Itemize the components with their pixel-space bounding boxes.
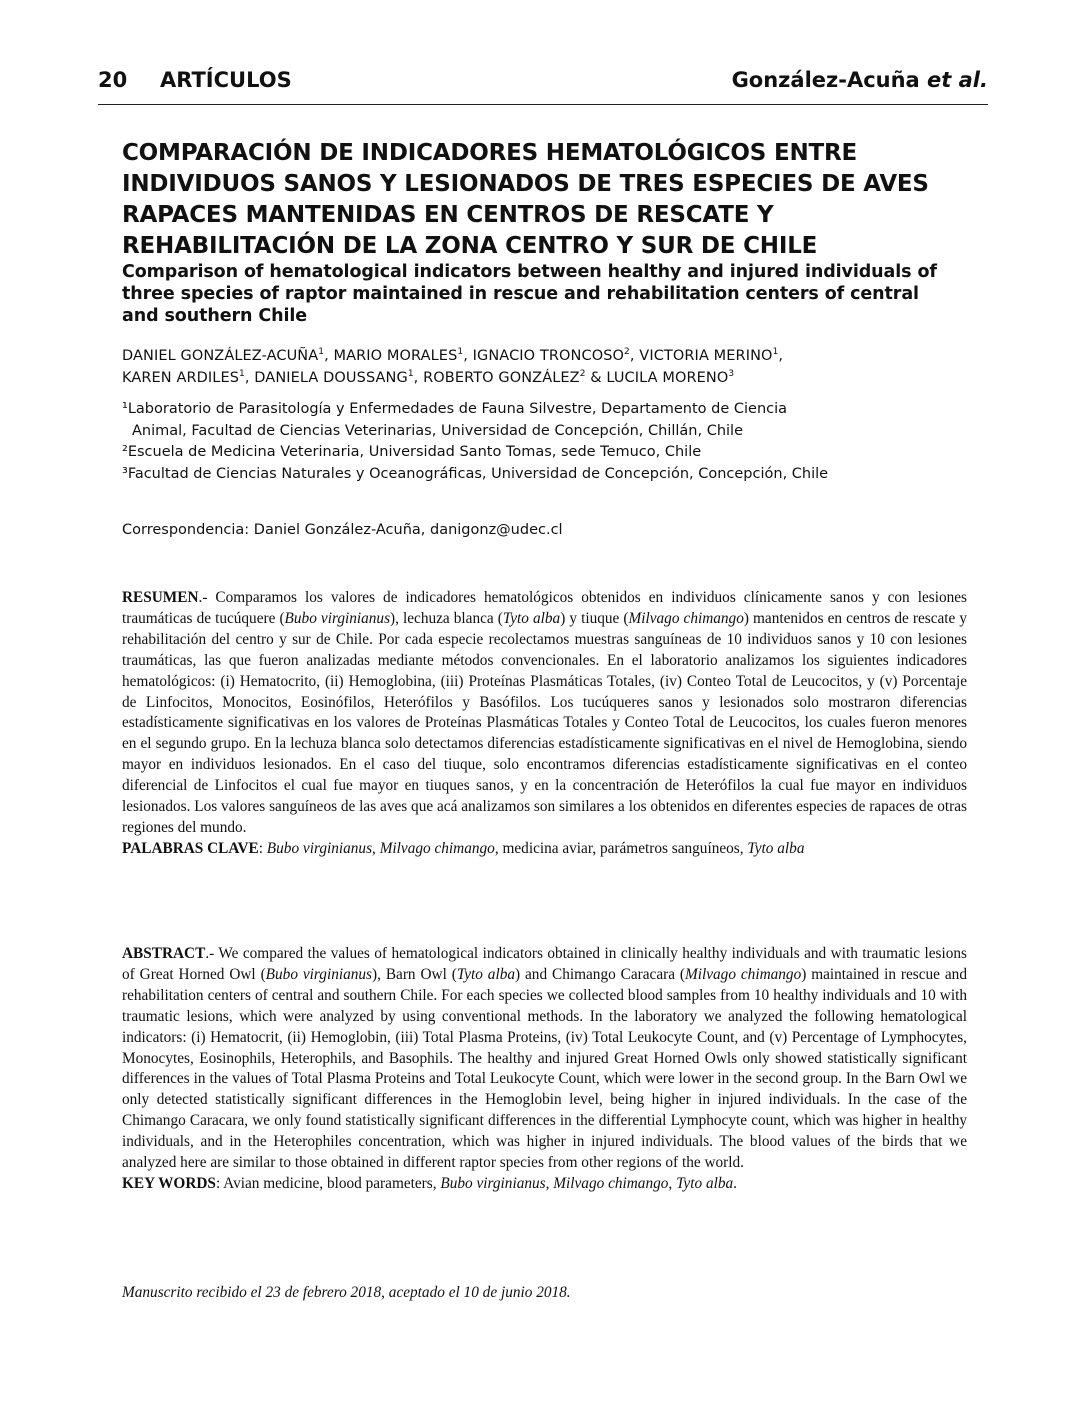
author-name: LUCILA MORENO — [606, 370, 729, 386]
palabras-clave — [122, 839, 967, 860]
running-head-etal: et al. — [927, 68, 988, 92]
affiliation-3: ³Facultad de Ciencias Naturales y Oceanográficas, Universidad de Concepción, Concepción, Chile — [122, 465, 829, 482]
text-run: , — [668, 1174, 677, 1192]
species-name-italic: Bubo virginianus — [265, 965, 372, 983]
title-english-line: and southern Chile — [122, 306, 308, 326]
title-spanish-line: REHABILITACIÓN DE LA ZONA CENTRO Y SUR DE CHILE — [122, 233, 818, 259]
author-affiliation-mark: 3 — [728, 369, 735, 379]
key-words-label: KEY WORDS — [122, 1174, 216, 1192]
author-affiliation-mark: 2 — [624, 347, 630, 357]
species-name-italic: Bubo virginianus — [284, 609, 391, 627]
text-run: , — [372, 839, 380, 857]
author-affiliation-mark: 1 — [457, 347, 464, 357]
text-run: ), Barn Owl ( — [372, 965, 457, 983]
title-spanish-line: COMPARACIÓN DE INDICADORES HEMATOLÓGICOS ENTRE — [122, 140, 858, 166]
text-run: .- We compared the values of hematological indicators obtained in clinically healthy individuals and with traumatic lesions of Great Horned Owl ( — [122, 945, 967, 983]
species-name-italic: Tyto alba — [676, 1174, 734, 1192]
species-name-italic: Milvago chimango — [379, 839, 495, 857]
resumen-section — [122, 588, 967, 860]
abstract-paragraph — [122, 944, 967, 1174]
author-separator: , — [244, 370, 255, 386]
text-run: ) maintained in rescue and rehabilitation centers of central and southern Chile. For each species we collected blood samples from 10 healthy individuals and 10 with traumatic lesions, which were analyzed by using conventional methods. In the laboratory we analyzed the following hematological indicators: (i) Hematocrit, (ii) Hemoglobin, (iii) Total Plasma Proteins, (iv) Total Leukocyte Count, and (v) Percentage of Lymphocytes, Monocytes, Eosinophils, Heterophils, and Basophils. The healthy and injured Great Horned Owls only showed statistically significant differences in the values of Total Plasma Proteins and Total Leukocyte Count, which were lower in the second group. In the Barn Owl we only detected statistically significant differences in the Hemoglobin level, being higher in injured individuals. In the case of the Chimango Caracara, we only found statistically significant differences in the differential Lymphocyte count, which was higher in healthy individuals, and in the Heterophiles concentration, which was higher in injured individuals. The blood values of the birds that we analyzed here are similar to those obtained in different raptor species from other regions of the world. — [122, 965, 967, 1172]
author-list — [122, 345, 972, 389]
author-separator: , — [463, 348, 473, 364]
text-run: .- Comparamos los valores de indicadores hematológicos obtenidos en individuos clínicamente sanos y con lesiones traumáticas de tucúquere ( — [122, 589, 967, 627]
author-name: IGNACIO TRONCOSO — [472, 348, 625, 364]
title-english-line: three species of raptor maintained in rescue and rehabilitation centers of central — [122, 284, 919, 304]
author-line — [122, 367, 972, 389]
author-affiliation-mark: 2 — [579, 369, 586, 379]
author-name: KAREN ARDILES — [122, 370, 240, 386]
species-name-italic: Milvago chimango — [628, 609, 744, 627]
running-head-author-name: González-Acuña — [731, 68, 920, 92]
species-name-italic: Tyto alba — [502, 609, 561, 627]
text-run: ) and Chimango Caracara ( — [515, 965, 685, 983]
affiliation-1-line-2: Animal, Facultad de Ciencias Veterinarias, Universidad de Concepción, Chillán, Chile — [132, 422, 744, 439]
species-name-italic: Milvago chimango — [685, 965, 802, 983]
author-name: DANIEL GONZÁLEZ-ACUÑA — [122, 348, 319, 364]
text-run: : — [258, 839, 267, 857]
author-separator: , — [413, 370, 424, 386]
author-name: DANIELA DOUSSANG — [254, 370, 408, 386]
key-words — [122, 1174, 967, 1195]
author-separator: & — [585, 370, 607, 386]
title-english-line: Comparison of hematological indicators between healthy and injured individuals of — [122, 262, 937, 282]
page-number: 20 — [98, 68, 128, 92]
running-head — [98, 64, 988, 100]
text-run: . — [733, 1174, 737, 1192]
author-separator: , — [778, 348, 784, 364]
species-name-italic: Tyto alba — [747, 839, 805, 857]
author-name: ROBERTO GONZÁLEZ — [423, 370, 580, 386]
author-line — [122, 345, 972, 367]
running-head-authors — [732, 68, 988, 92]
correspondence: Correspondencia: Daniel González-Acuña, danigonz@udec.cl — [122, 522, 563, 538]
text-run: , medicina aviar, parámetros sanguíneos, — [494, 839, 748, 857]
abstract-label: ABSTRACT — [122, 945, 206, 962]
abstract-section — [122, 944, 967, 1195]
key-words-list — [216, 1175, 737, 1192]
species-name-italic: Tyto alba — [456, 965, 515, 983]
manuscript-dates: Manuscrito recibido el 23 de febrero 2018, aceptado el 10 de junio 2018. — [122, 1284, 571, 1301]
text-run: : Avian medicine, blood parameters, — [215, 1174, 441, 1192]
title-english — [122, 261, 972, 327]
text-run: ) mantenidos en centros de rescate y rehabilitación del centro y sur de Chile. Por cada especie recolectamos muestras sanguíneas de 10 individuos sanos y 10 con lesiones traumáticas, las que fueron analizadas mediante métodos convencionales. En el laboratorio analizamos los siguientes indicadores hematológicos: (i) Hematocrito, (ii) Hemoglobina, (iii) Proteínas Plasmáticas Totales, (iv) Conteo Total de Leucocitos, y (v) Porcentaje de Linfocitos, Monocitos, Eosinófilos, Heterófilos y Basófilos. Los tucúqueres sanos y lesionados solo mostraron diferencias estadísticamente significativas en los valores de Proteínas Plasmáticas Totales y Conteo Total de Leucocitos, los cuales fueron menores en el segundo grupo. En la lechuza blanca solo detectamos diferencias estadísticamente significativas en el nivel de Hemoglobina, siendo mayor en individuos lesionados. En el caso del tiuque, solo encontramos diferencias estadísticamente significativas en el conteo diferencial de Linfocitos el cual fue mayor en tiuques sanos, y en la concentración de Heterófilos la cual fue mayor en individuos lesionados. Los valores sanguíneos de las aves que acá analizamos son similares a los obtenidos en diferentes especies de rapaces de otras regiones del mundo. — [122, 609, 968, 836]
author-name: VICTORIA MERINO — [639, 348, 773, 364]
text-run: ) y tiuque ( — [560, 609, 629, 627]
affiliation-2: ²Escuela de Medicina Veterinaria, Universidad Santo Tomas, sede Temuco, Chile — [122, 444, 702, 460]
species-name-italic: Bubo virginianus — [266, 839, 373, 857]
title-spanish-line: RAPACES MANTENIDAS EN CENTROS DE RESCATE Y — [122, 202, 774, 228]
resumen-paragraph — [122, 588, 967, 839]
affiliation-1-line-1: ¹Laboratorio de Parasitología y Enfermedades de Fauna Silvestre, Departamento de Ciencia — [122, 401, 788, 417]
resumen-body — [122, 589, 967, 836]
author-affiliation-mark: 1 — [239, 369, 245, 379]
abstract-body — [122, 945, 967, 1171]
section-label: ARTÍCULOS — [160, 68, 292, 92]
affiliations — [122, 399, 982, 485]
species-name-italic: Bubo virginianus — [440, 1174, 546, 1192]
header-rule — [98, 104, 988, 105]
species-name-italic: Milvago chimango — [553, 1174, 669, 1192]
text-run: ), lechuza blanca ( — [390, 609, 503, 627]
title-spanish-line: INDIVIDUOS SANOS Y LESIONADOS DE TRES ESPECIES DE AVES — [122, 171, 929, 197]
palabras-clave-label: PALABRAS CLAVE — [122, 839, 259, 857]
author-affiliation-mark: 1 — [407, 369, 414, 379]
palabras-clave-list — [259, 840, 805, 857]
author-separator: , — [324, 348, 334, 364]
resumen-label: RESUMEN — [122, 589, 199, 606]
title-spanish — [122, 138, 972, 262]
author-name: MARIO MORALES — [333, 348, 458, 364]
author-affiliation-mark: 1 — [318, 347, 325, 357]
author-separator: , — [629, 348, 640, 364]
text-run: , — [545, 1174, 554, 1192]
author-affiliation-mark: 1 — [772, 347, 779, 357]
